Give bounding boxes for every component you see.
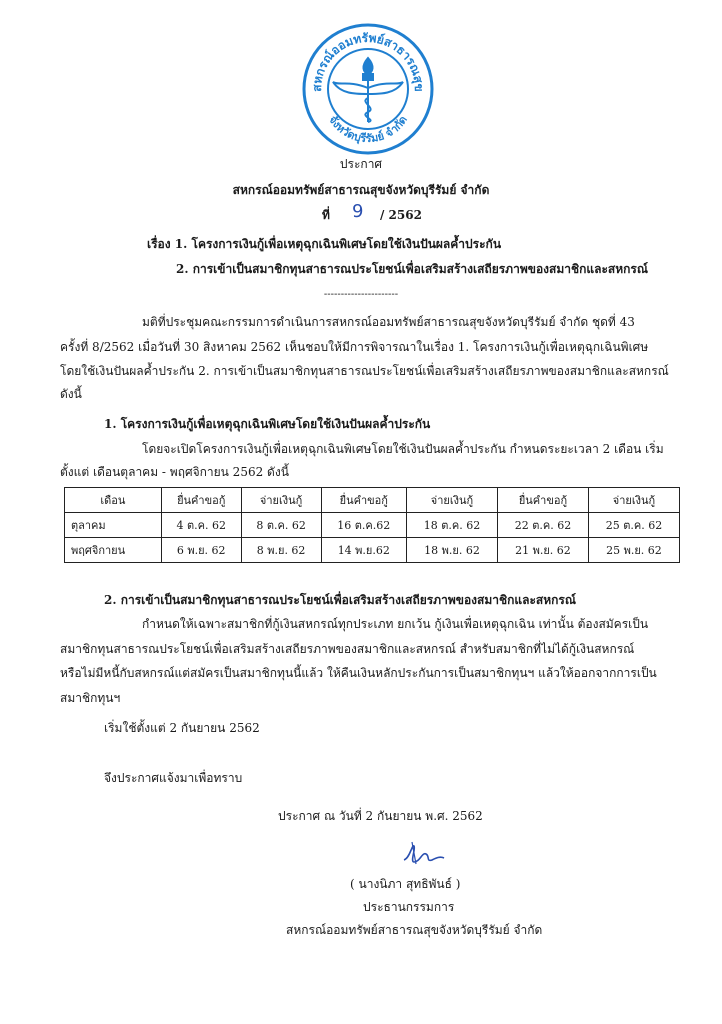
table-cell: 18 พ.ย. 62 [407, 538, 498, 563]
subject-divider: ---------------------- [323, 289, 399, 300]
table-cell: 8 พ.ย. 62 [241, 538, 321, 563]
section-1-line-2: ตั้งแต่ เดือนตุลาคม - พฤศจิกายน 2562 ดังนี้ [60, 465, 289, 479]
seal-ring-text-top: สหกรณ์ออมทรัพย์สาธารณสุข [309, 30, 427, 92]
section-2-line-3: หรือไม่มีหนี้กับสหกรณ์แต่สมัครเป็นสมาชิกทุนนี้แล้ว ให้คืนเงินหลักประกันการเป็นสมาชิกทุนฯ แล้วให้ออกจากการเป็น [60, 666, 657, 680]
table-header-cell: จ่ายเงินกู้ [588, 488, 679, 513]
table-cell: 14 พ.ย.62 [321, 538, 406, 563]
signer-title: ประธานกรรมการ [363, 900, 455, 914]
table-header-cell: จ่ายเงินกู้ [407, 488, 498, 513]
table-cell: 8 ต.ค. 62 [241, 513, 321, 538]
intro-line-1: มติที่ประชุมคณะกรรมการดำเนินการสหกรณ์ออมทรัพย์สาธารณสุขจังหวัดบุรีรัมย์ จำกัด ชุดที่ 43 [142, 315, 635, 329]
loan-schedule-table [64, 487, 680, 563]
announcement-date-line: ประกาศ ณ วันที่ 2 กันยายน พ.ศ. 2562 [278, 809, 483, 823]
table-row [65, 513, 680, 538]
announcement-title: ประกาศ [339, 157, 383, 171]
intro-line-2: ครั้งที่ 8/2562 เมื่อวันที่ 30 สิงหาคม 2562 เห็นชอบให้มีการพิจารณาในเรื่อง 1. โครงการเงินกู้เพื่อเหตุฉุกเฉินพิเศษ [60, 340, 649, 354]
closing-notice: จึงประกาศแจ้งมาเพื่อทราบ [104, 771, 243, 785]
table-header-cell: เดือน [65, 488, 162, 513]
number-label: ที่ [322, 208, 330, 222]
table-header-cell: ยื่นคำขอกู้ [161, 488, 241, 513]
section-1-heading: 1. โครงการเงินกู้เพื่อเหตุฉุกเฉินพิเศษโดยใช้เงินปันผลค้ำประกัน [104, 417, 431, 431]
section-2-line-2: สมาชิกทุนสาธารณประโยชน์เพื่อเสริมสร้างเสถียรภาพของสมาชิกและสหกรณ์ สำหรับสมาชิกที่ไม่ได้กู้เงินสหกรณ์ [60, 642, 635, 656]
section-2-line-1: กำหนดให้เฉพาะสมาชิกที่กู้เงินสหกรณ์ทุกประเภท ยกเว้น กู้เงินเพื่อเหตุฉุกเฉิน เท่านั้น ต้องสมัครเป็น [142, 617, 649, 631]
table-cell: 6 พ.ย. 62 [161, 538, 241, 563]
table-header-row [65, 488, 680, 513]
table-cell: 22 ต.ค. 62 [497, 513, 588, 538]
table-cell: พฤศจิกายน [65, 538, 162, 563]
section-2-line-4: สมาชิกทุนฯ [60, 691, 121, 705]
table-cell: ตุลาคม [65, 513, 162, 538]
signer-organization: สหกรณ์ออมทรัพย์สาธารณสุขจังหวัดบุรีรัมย์ จำกัด [286, 923, 543, 937]
table-row [65, 538, 680, 563]
handwritten-signature [400, 838, 448, 868]
announcement-number: 9 [352, 201, 364, 222]
table-header-cell: จ่ายเงินกู้ [241, 488, 321, 513]
table-cell: 25 ต.ค. 62 [588, 513, 679, 538]
cooperative-seal-logo [301, 22, 435, 156]
subject-line-1: เรื่อง 1. โครงการเงินกู้เพื่อเหตุฉุกเฉินพิเศษโดยใช้เงินปันผลค้ำประกัน [147, 237, 502, 251]
table-header-cell: ยื่นคำขอกู้ [321, 488, 406, 513]
section-2-heading: 2. การเข้าเป็นสมาชิกทุนสาธารณประโยชน์เพื่อเสริมสร้างเสถียรภาพของสมาชิกและสหกรณ์ [104, 593, 577, 607]
table-cell: 18 ต.ค. 62 [407, 513, 498, 538]
table-cell: 21 พ.ย. 62 [497, 538, 588, 563]
signer-name: ( นางนิภา สุทธิพันธ์ ) [350, 877, 461, 891]
table-cell: 25 พ.ย. 62 [588, 538, 679, 563]
table-cell: 4 ต.ค. 62 [161, 513, 241, 538]
announcement-year: / 2562 [380, 208, 422, 222]
seal-ring-text-bottom: จังหวัดบุรีรัมย์ จำกัด [326, 113, 410, 146]
subject-line-2: 2. การเข้าเป็นสมาชิกทุนสาธารณประโยชน์เพื่อเสริมสร้างเสถียรภาพของสมาชิกและสหกรณ์ [176, 262, 649, 276]
section-1-line-1: โดยจะเปิดโครงการเงินกู้เพื่อเหตุฉุกเฉินพิเศษโดยใช้เงินปันผลค้ำประกัน กำหนดระยะเวลา 2 เดือน เริ่ม [142, 442, 664, 456]
organization-name: สหกรณ์ออมทรัพย์สาธารณสุขจังหวัดบุรีรัมย์ จำกัด [232, 183, 490, 197]
intro-line-3: โดยใช้เงินปันผลค้ำประกัน 2. การเข้าเป็นสมาชิกทุนสาธารณประโยชน์เพื่อเสริมสร้างเสถียรภาพของสมาชิกและสหกรณ์ [60, 364, 669, 378]
intro-line-4: ดังนี้ [60, 387, 82, 401]
table-header-cell: ยื่นคำขอกู้ [497, 488, 588, 513]
effective-date: เริ่มใช้ตั้งแต่ 2 กันยายน 2562 [104, 721, 260, 735]
table-cell: 16 ต.ค.62 [321, 513, 406, 538]
